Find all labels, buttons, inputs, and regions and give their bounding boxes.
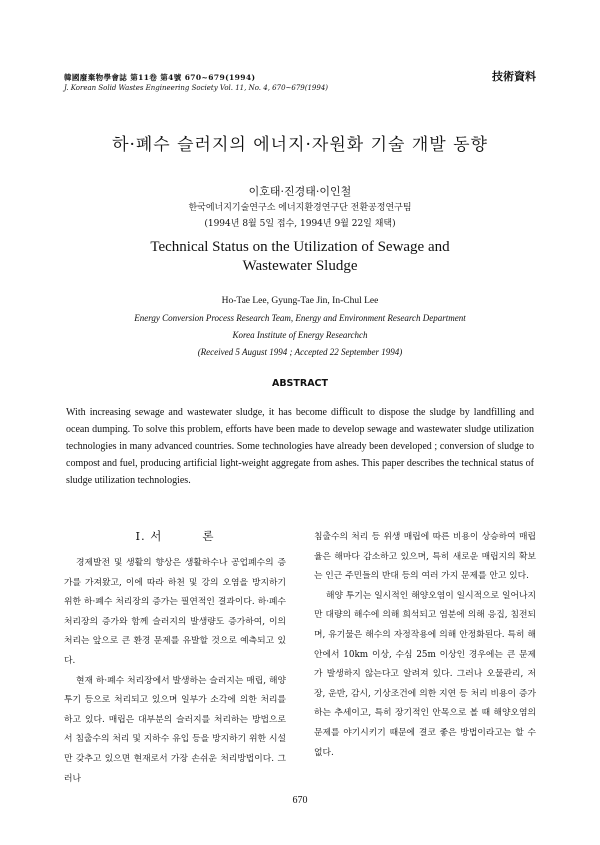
paragraph: 침출수의 처리 등 위생 매립에 따른 비용이 상승하여 매립율은 해마다 감소하고 있으며, 특히 새로운 매립지의 확보는 인근 주민들의 반대 등의 여러 가지 문제를 안고 있다. bbox=[314, 532, 536, 582]
abstract-heading: ABSTRACT bbox=[271, 378, 329, 389]
korean-authors: 이호태·진경태·이인철 bbox=[248, 185, 352, 198]
paragraph: 해양 투기는 일시적인 해양오염이 일시적으로 일어나지만 대량의 해수에 의해 희석되고 염분에 의해 응집, 침전되며, 유기물은 해수의 자정작용에 의해 안정화된다. 특히 해안에서 10km 이상, 수심 25m 이상인 경우에는 큰 문제가 발생하지 않는다고 알려져 있다. 그러나 오물관리, 저장, 운반, 감시, 기상조건에 의한 지연 등 처리 비용이 증가하는 추세이고, 특히 장기적인 안목으로 볼 때 해양오염의 문제를 야기시키기 때문에 결코 좋은 방법이라고는 할 수 없다. bbox=[314, 590, 536, 758]
korean-dates: (1994년 8월 5일 접수, 1994년 9월 22일 채택) bbox=[204, 219, 396, 229]
english-affiliation-line2: Korea Institute of Energy Researchch bbox=[232, 330, 368, 340]
abstract-text: With increasing sewage and wastewater sludge, it has become difficult to dispose the sludge by landfilling and ocean dumping. To solve this problem, efforts have been made to develop sewage and wastewater sludge utilization technologies in many advanced countries. Some technologies have already been developed ; conversion of sludge to compost and fuel, producing artificial light-weight aggregate from ashes. This paper describes the technical status of sludge utilization technologies. bbox=[66, 407, 534, 486]
section-heading-introduction bbox=[64, 528, 286, 544]
paragraph: 경제발전 및 생활의 향상은 생활하수나 공업폐수의 증가를 가져왔고, 이에 따라 하천 및 강의 오염을 방지하기 위한 하·폐수 처리장의 증가는 필연적인 결과이다. 하·폐수 처리장의 증가와 함께 슬러지의 발생량도 증가하여, 이의 처리는 앞으로 큰 환경 문제를 유발할 것으로 예측되고 있다. bbox=[64, 558, 286, 666]
english-title-line1: Technical Status on the Utilization of Sewage and bbox=[150, 239, 450, 255]
journal-citation-english: J. Korean Solid Wastes Engineering Society Vol. 11, No. 4, 670~679(1994) bbox=[64, 84, 329, 92]
body-column-left bbox=[64, 528, 286, 789]
english-title-line2: Wastewater Sludge bbox=[242, 258, 358, 274]
page-number: 670 bbox=[292, 795, 308, 806]
section-title-word: 론 bbox=[202, 529, 215, 543]
english-dates: (Received 5 August 1994 ; Accepted 22 September 1994) bbox=[197, 347, 403, 357]
english-title bbox=[0, 238, 600, 276]
journal-citation-korean: 韓國廢棄物學會誌 第11卷 第4號 670~679(1994) bbox=[64, 73, 256, 82]
korean-title: 하·폐수 슬러지의 에너지·자원화 기술 개발 동향 bbox=[112, 135, 488, 155]
english-authors: Ho-Tae Lee, Gyung-Tae Jin, In-Chul Lee bbox=[221, 296, 379, 306]
section-number: I. 서 bbox=[135, 529, 163, 543]
paragraph: 현재 하·폐수 처리장에서 발생하는 슬러지는 매립, 해양투기 등으로 처리되고 있으며 일부가 소각에 의한 처리를 하고 있다. 매립은 대부분의 슬러지를 처리하는 방법으로서 침출수의 처리 및 지하수 유입 등을 방지하기 위한 시설만 갖추고 있으면 현재로서 가장 손쉬운 처리방법이다. 그러나 bbox=[64, 675, 286, 784]
section-tag: 技術資料 bbox=[492, 70, 536, 83]
body-column-right bbox=[314, 528, 536, 763]
english-affiliation-line1: Energy Conversion Process Research Team, Energy and Environment Research Department bbox=[134, 313, 466, 323]
korean-affiliation: 한국에너지기술연구소 에너지환경연구단 전환공정연구팀 bbox=[188, 203, 412, 213]
